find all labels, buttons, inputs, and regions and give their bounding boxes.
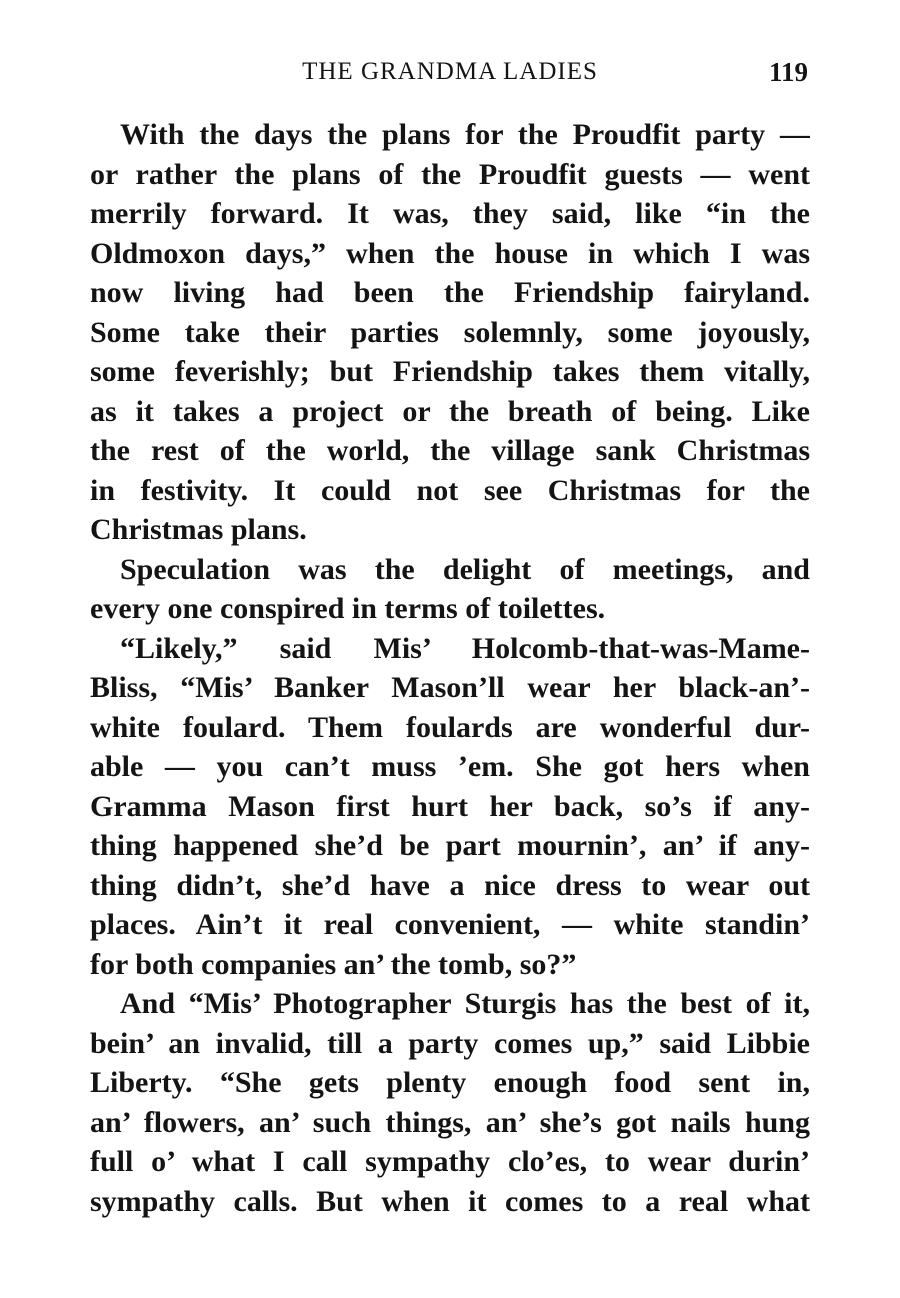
text-line: places. Ain’t it real convenient, — white standin’ — [90, 908, 810, 941]
text-line: in festivity. It could not see Christmas for the — [90, 473, 810, 507]
body-text — [90, 115, 810, 1221]
paragraph-2 — [90, 550, 810, 629]
text-line: sympathy calls. But when it comes to a real what — [90, 1184, 810, 1218]
text-line: Bliss, “Mis’ Banker Mason’ll wear her black-an’- — [90, 671, 810, 704]
text-line: With the days the plans for the Proudfit party — — [120, 118, 810, 151]
text-line: thing didn’t, she’d have a nice dress to wear out — [90, 868, 810, 902]
text-line: or rather the plans of the Proudfit guests — went — [90, 157, 810, 191]
text-line: Some take their parties solemnly, some joyously, — [90, 315, 810, 349]
text-line: And “Mis’ Photographer Sturgis has the best of it, — [120, 987, 810, 1020]
page-number: 119 — [768, 57, 808, 87]
text-line: as it takes a project or the breath of being. Like — [90, 394, 810, 428]
text-line: thing happened she’d be part mournin’, an’ if any- — [90, 829, 810, 862]
paragraph-3 — [90, 629, 810, 985]
paragraph-1 — [90, 115, 810, 550]
text-line: full o’ what I call sympathy clo’es, to wear durin’ — [90, 1145, 810, 1178]
running-head — [0, 50, 900, 94]
text-line: Gramma Mason first hurt her back, so’s if any- — [90, 789, 810, 823]
text-line: Speculation was the delight of meetings, and — [120, 552, 810, 586]
text-line: every one conspired in terms of toilettes. — [90, 592, 606, 625]
text-line: the rest of the world, the village sank Christmas — [90, 434, 810, 467]
text-line: bein’ an invalid, till a party comes up,” said Libbie — [90, 1026, 810, 1060]
text-line: Liberty. “She gets plenty enough food sent in, — [90, 1066, 810, 1099]
text-line: merrily forward. It was, they said, like “in the — [90, 197, 810, 230]
text-line: now living had been the Friendship fairyland. — [90, 276, 810, 309]
text-line: for both companies an’ the tomb, so?” — [90, 947, 577, 981]
text-line: able — you can’t muss ’em. She got hers when — [90, 750, 810, 783]
text-line: Christmas plans. — [90, 513, 307, 546]
running-title: THE GRANDMA LADIES — [302, 58, 598, 85]
paragraph-4 — [90, 984, 810, 1221]
text-line: white foulard. Them foulards are wonderful dur- — [90, 710, 810, 744]
text-line: Oldmoxon days,” when the house in which I was — [90, 236, 810, 270]
text-line: “Likely,” said Mis’ Holcomb-that-was-Mame- — [120, 631, 810, 665]
text-line: an’ flowers, an’ such things, an’ she’s got nails hung — [90, 1105, 810, 1139]
text-line: some feverishly; but Friendship takes them vitally, — [90, 355, 810, 388]
